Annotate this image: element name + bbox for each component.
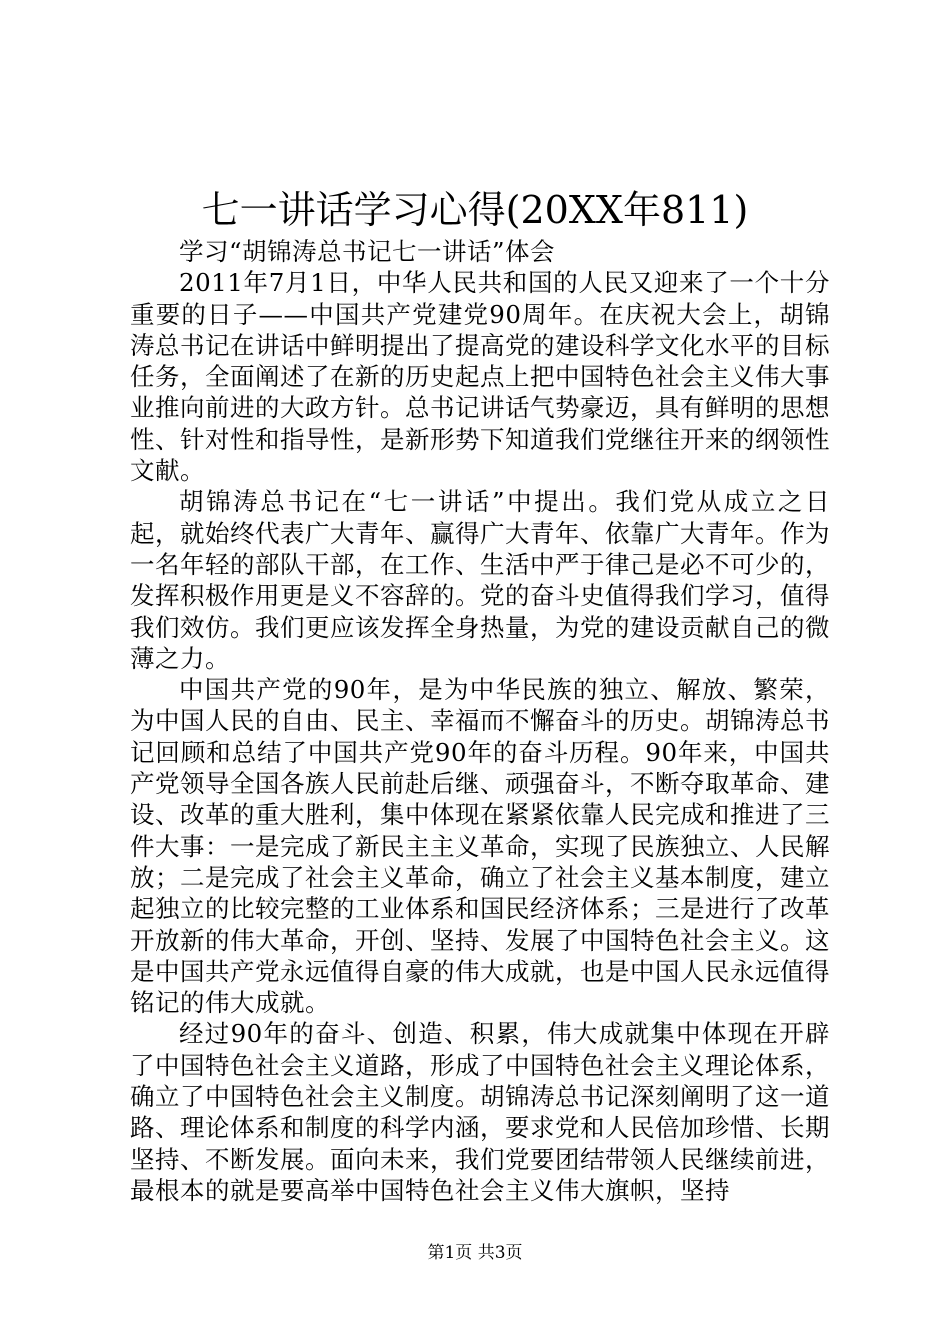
body-paragraph: 胡锦涛总书记在“七一讲话”中提出。我们党从成立之日起，就始终代表广大青年、赢得广大青年、依靠广大青年。作为一名年轻的部队干部，在工作、生活中严于律己是必不可少的，发挥积极作用更是义不容辞的。党的奋斗史值得我们学习，值得我们效仿。我们更应该发挥全身热量，为党的建设贡献自己的微薄之力。	[130, 487, 830, 673]
subtitle-paragraph: 学习“胡锦涛总书记七一讲话”体会	[179, 237, 556, 266]
body-paragraph: 经过90年的奋斗、创造、积累，伟大成就集中体现在开辟了中国特色社会主义道路，形成了中国特色社会主义理论体系，确立了中国特色社会主义制度。胡锦涛总书记深刻阐明了这一道路、理论体系和制度的科学内涵，要求党和人民倍加珍惜、长期坚持、不断发展。面向未来，我们党要团结带领人民继续前进，最根本的就是要高举中国特色社会主义伟大旗帜，坚持	[130, 1019, 830, 1205]
document-body	[130, 236, 830, 1206]
body-paragraph: 中国共产党的90年，是为中华民族的独立、解放、繁荣，为中国人民的自由、民主、幸福而不懈奋斗的历史。胡锦涛总书记回顾和总结了中国共产党90年的奋斗历程。90年来，中国共产党领导全国各族人民前赴后继、顽强奋斗，不断夺取革命、建设、改革的重大胜利，集中体现在紧紧依靠人民完成和推进了三件大事：一是完成了新民主主义革命，实现了民族独立、人民解放；二是完成了社会主义革命，确立了社会主义基本制度，建立起独立的比较完整的工业体系和国民经济体系；三是进行了改革开放新的伟大革命，开创、坚持、发展了中国特色社会主义。这是中国共产党永远值得自豪的伟大成就，也是中国人民永远值得铭记的伟大成就。	[130, 675, 830, 1018]
document-title: 七一讲话学习心得(20XX年811)	[201, 188, 749, 232]
page-number-footer: 第1页 共3页	[427, 1243, 523, 1263]
body-paragraph: 2011年7月1日，中华人民共和国的人民又迎来了一个十分重要的日子——中国共产党建党90周年。在庆祝大会上，胡锦涛总书记在讲话中鲜明提出了提高党的建设科学文化水平的目标任务，全面阐述了在新的历史起点上把中国特色社会主义伟大事业推向前进的大政方针。总书记讲话气势豪迈，具有鲜明的思想性、针对性和指导性，是新形势下知道我们党继往开来的纲领性文献。	[130, 268, 830, 486]
